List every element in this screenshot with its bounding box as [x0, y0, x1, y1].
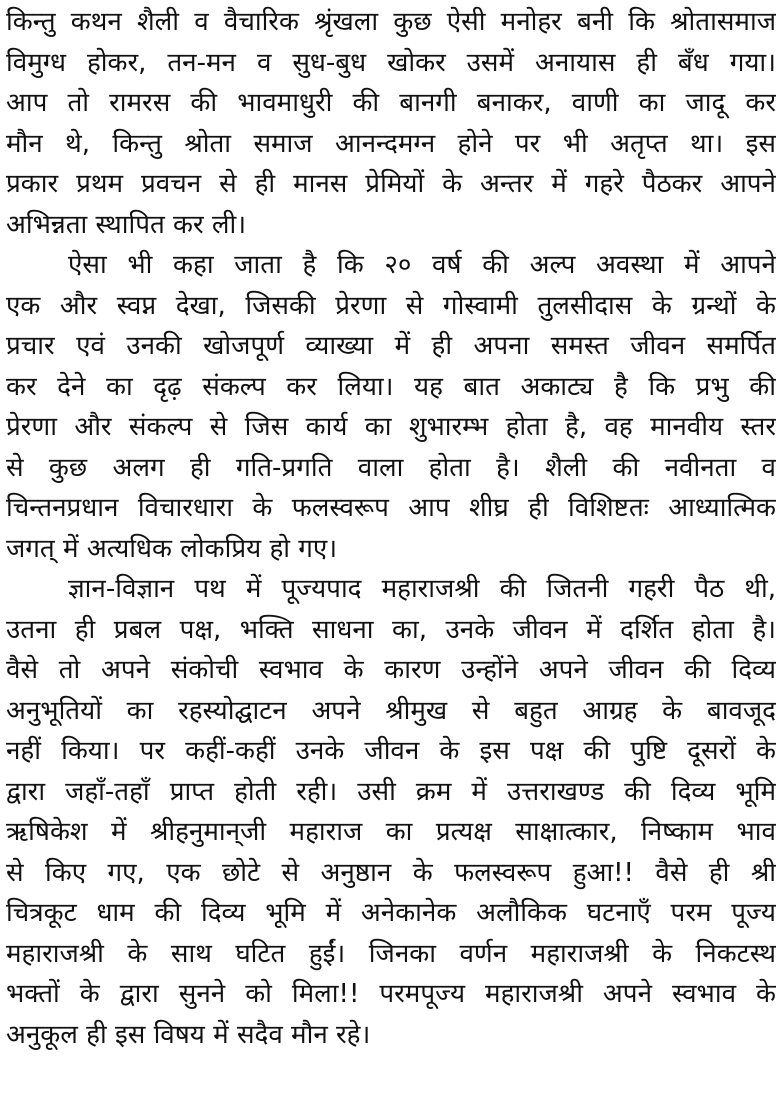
- text-line: अभिन्नता स्थापित कर ली।: [6, 209, 247, 240]
- text-line: भक्तों के द्वारा सुनने को मिला!! परमपूज्य महाराजश्री अपने स्वभाव के: [6, 979, 776, 1009]
- text-line: मौन थे, किन्तु श्रोता समाज आनन्दमग्न होने पर भी अतृप्त था। इस: [6, 128, 776, 159]
- text-line: वैसे तो अपने संकोची स्वभाव के कारण उन्होंने अपने जीवन की दिव्य: [6, 655, 776, 685]
- text-line: एक और स्वप्न देखा, जिसकी प्रेरणा से गोस्वामी तुलसीदास के ग्रन्थों के: [6, 290, 776, 321]
- text-line: महाराजश्री के साथ घटित हुईं। जिनका वर्णन महाराजश्री के निकटस्थ: [6, 938, 776, 969]
- text-line: जगत् में अत्यधिक लोकप्रिय हो गए।: [6, 533, 338, 564]
- text-line: कर देने का दृढ़ संकल्प कर लिया। यह बात अकाट्य है कि प्रभु की: [6, 371, 776, 402]
- text-line: से किए गए, एक छोटे से अनुष्ठान के फलस्वरूप हुआ!! वैसे ही श्री: [6, 857, 776, 888]
- text-line: नहीं किया। पर कहीं-कहीं उनके जीवन के इस पक्ष की पुष्टि दूसरों के: [6, 736, 776, 766]
- text-line: ज्ञान-विज्ञान पथ में पूज्यपाद महाराजश्री की जितनी गहरी पैठ थी,: [68, 574, 776, 604]
- paragraph-3: [6, 569, 776, 1055]
- text-line: अनुकूल ही इस विषय में सदैव मौन रहे।: [6, 1019, 371, 1050]
- text-line: अनुभूतियों का रहस्योद्घाटन अपने श्रीमुख से बहुत आग्रह के बावजूद: [6, 695, 776, 726]
- text-line: किन्तु कथन शैली व वैचारिक श्रृंखला कुछ ऐसी मनोहर बनी कि श्रोतासमाज: [6, 7, 776, 37]
- text-line: चिन्तनप्रधान विचारधारा के फलस्वरूप आप शीघ्र ही विशिष्टतः आध्यात्मिक: [6, 493, 776, 523]
- text-line: प्रचार एवं उनकी खोजपूर्ण व्याख्या में ही अपना समस्त जीवन समर्पित: [6, 331, 776, 361]
- paragraph-2: [6, 245, 776, 569]
- text-line: चित्रकूट धाम की दिव्य भूमि में अनेकानेक अलौकिक घटनाएँ परम पूज्य: [6, 898, 776, 928]
- document-page: [6, 0, 776, 1108]
- paragraph-1: [6, 2, 776, 245]
- text-line: द्वारा जहाँ-तहाँ प्राप्त होती रही। उसी क्रम में उत्तराखण्ड की दिव्य भूमि: [6, 776, 776, 807]
- text-line: ऐसा भी कहा जाता है कि २० वर्ष की अल्प अवस्था में आपने: [68, 250, 776, 280]
- text-line: ऋषिकेश में श्रीहनुमान्‌जी महाराज का प्रत्यक्ष साक्षात्कार, निष्काम भाव: [6, 817, 776, 847]
- text-line: आप तो रामरस की भावमाधुरी की बानगी बनाकर, वाणी का जादू कर: [6, 88, 776, 118]
- text-line: प्रेरणा और संकल्प से जिस कार्य का शुभारम्भ होता है, वह मानवीय स्तर: [6, 412, 776, 442]
- text-line: उतना ही प्रबल पक्ष, भक्ति साधना का, उनके जीवन में दर्शित होता है।: [6, 614, 776, 645]
- text-line: विमुग्ध होकर, तन-मन व सुध-बुध खोकर उसमें अनायास ही बँध गया।: [6, 47, 776, 78]
- text-line: प्रकार प्रथम प्रवचन से ही मानस प्रेमियों के अन्तर में गहरे पैठकर आपने: [6, 169, 776, 199]
- text-line: से कुछ अलग ही गति-प्रगति वाला होता है। शैली की नवीनता व: [6, 452, 776, 483]
